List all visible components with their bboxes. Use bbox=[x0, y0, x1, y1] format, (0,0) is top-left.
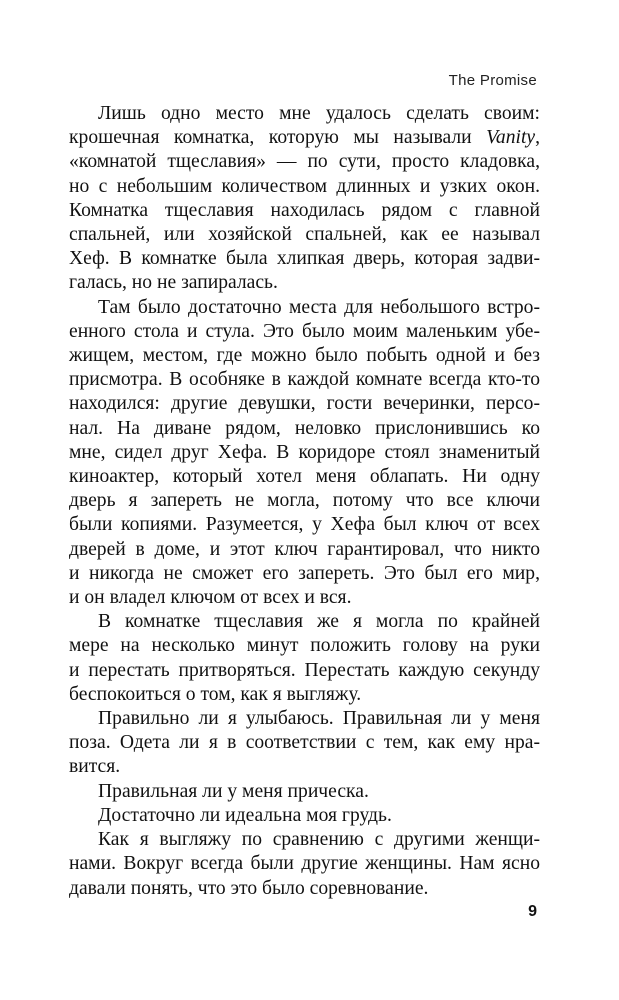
text-line: Хеф. В комнатке была хлипкая дверь, которая задви- bbox=[69, 248, 540, 270]
text-line bbox=[69, 126, 540, 150]
text-line: галась, но не запиралась. bbox=[69, 272, 278, 294]
text-line: Комнатка тщеславия находилась рядом с главной bbox=[69, 199, 540, 221]
text-line: жищем, местом, где можно было побыть одной и без bbox=[69, 345, 540, 367]
text-line: поза. Одета ли я в соответствии с тем, как ему нра- bbox=[69, 732, 540, 754]
text-line: Там было достаточно места для небольшого встро- bbox=[98, 296, 540, 318]
text-line: Правильно ли я улыбаюсь. Правильная ли у меня bbox=[98, 708, 540, 730]
text-line: Правильная ли у меня прическа. bbox=[98, 780, 369, 802]
paragraph bbox=[69, 780, 540, 804]
page-number: 9 bbox=[528, 903, 537, 920]
text-line: давали понять, что это было соревнование. bbox=[69, 877, 429, 899]
text-line: нами. Вокруг всегда были другие женщины. Нам ясно bbox=[69, 853, 540, 875]
text-line: спальней, или хозяйской спальней, как ее называл bbox=[69, 224, 540, 246]
paragraph bbox=[69, 828, 540, 901]
text-line: вится. bbox=[69, 756, 121, 778]
text-line: енного стола и стула. Это было моим маленьким убе- bbox=[69, 320, 540, 342]
text-line: но с небольшим количеством длинных и узких окон. bbox=[69, 175, 540, 197]
text-line: были копиями. Разумеется, у Хефа был ключ от всех bbox=[69, 514, 540, 536]
paragraph bbox=[69, 102, 540, 296]
text-line: и он владел ключом от всех и вся. bbox=[69, 587, 352, 609]
text-line: дверей в доме, и этот ключ гарантировал, что никто bbox=[69, 538, 540, 560]
text-line: присмотра. В особняке в каждой комнате всегда кто-то bbox=[69, 369, 540, 391]
text-line: киноактер, который хотел меня облапать. Ни одну bbox=[69, 466, 540, 488]
italic-word: Vanity bbox=[486, 127, 536, 149]
text-line: дверь я запереть не могла, потому что все ключи bbox=[69, 490, 540, 512]
text-line: беспокоиться о том, как я выгляжу. bbox=[69, 683, 362, 705]
paragraph bbox=[69, 804, 540, 828]
body-text bbox=[69, 102, 540, 901]
paragraph bbox=[69, 610, 540, 707]
text-line: мне, сидел друг Хефа. В коридоре стоял знаменитый bbox=[69, 441, 540, 463]
text-line: Достаточно ли идеальна моя грудь. bbox=[98, 804, 392, 826]
text-line: мере на несколько минут положить голову на руки bbox=[69, 635, 540, 657]
text-line: В комнатке тщеславия же я могла по крайней bbox=[98, 611, 540, 633]
text-line: нал. На диване рядом, неловко прислонившись ко bbox=[69, 417, 540, 439]
text-line: «комнатой тщеславия» — по сути, просто кладовка, bbox=[69, 151, 540, 173]
paragraph bbox=[69, 296, 540, 611]
running-header: The Promise bbox=[448, 72, 537, 89]
text-line: Лишь одно место мне удалось сделать своим: bbox=[98, 103, 540, 124]
text-line: и перестать притворяться. Перестать каждую секунду bbox=[69, 659, 540, 681]
text-line: находился: другие девушки, гости вечеринки, персо- bbox=[69, 393, 540, 415]
text-line: и никогда не сможет его запереть. Это был его мир, bbox=[69, 562, 540, 584]
text-fragment: крошечная комнатка, которую мы называли bbox=[69, 127, 487, 149]
text-fragment: , bbox=[535, 127, 540, 149]
text-line: Как я выгляжу по сравнению с другими женщи- bbox=[98, 829, 540, 851]
paragraph bbox=[69, 707, 540, 780]
